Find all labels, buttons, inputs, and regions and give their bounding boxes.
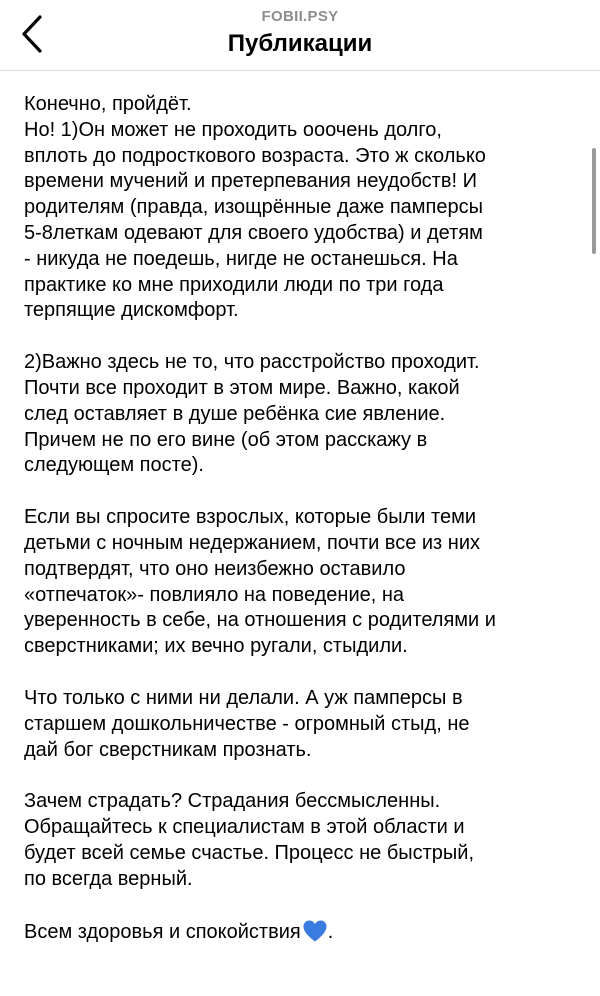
blue-heart-icon [302, 919, 328, 943]
caption-paragraph: Что только с ними ни делали. А уж памперсы в старшем дошкольничестве - огромный стыд, не дай бог сверстникам прознать. [24, 686, 470, 761]
account-username[interactable]: FOBII.PSY [261, 8, 339, 25]
closing-text: Всем здоровья и спокойствия [24, 920, 301, 943]
post-caption [24, 92, 584, 971]
page-title: Публикации [227, 30, 373, 57]
closing-period: . [327, 920, 334, 943]
caption-paragraph: Конечно, пройдёт. [24, 93, 192, 115]
caption-paragraph: Но! 1)Он может не проходить ооочень долго, вплоть до подросткового возраста. Это ж сколько времени мучений и претерпевания неудобств! И родителям (правда, изощрённые даже памперсы 5-8леткам одевают для своего удобства) и детям - никуда не поедешь, нигде не останешься. На практике ко мне приходили люди по три года терпящие дискомфорт. [24, 118, 486, 322]
caption-closing-line [24, 919, 584, 946]
header-bar [0, 0, 600, 71]
caption-paragraph: Если вы спросите взрослых, которые были теми детьми с ночным недержанием, почти все из них подтвердят, что оно неизбежно оставило «отпечаток»- повлияло на поведение, на уверенность в себе, на отношения с родителями и сверстниками; их вечно ругали, стыдили. [24, 506, 496, 658]
scrollbar-thumb[interactable] [592, 148, 596, 254]
caption-paragraph: 2)Важно здесь не то, что расстройство проходит. Почти все проходит в этом мире. Важно, какой след оставляет в душе ребёнка сие явление. Причем не по его вине (об этом расскажу в следующем посте). [24, 351, 480, 477]
caption-paragraph: Зачем страдать? Страдания бессмысленны. Обращайтесь к специалистам в этой области и будет всей семье счастье. Процесс не быстрый, по всегда верный. [24, 790, 475, 890]
